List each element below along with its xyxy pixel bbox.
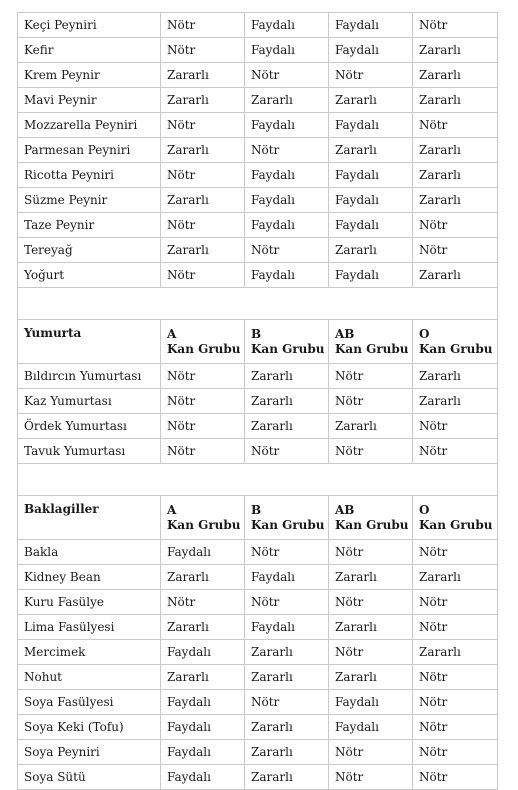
blood-group-label: Kan Grubu [335, 517, 409, 532]
blood-group-letter: A [167, 502, 177, 517]
compatibility-cell: Zararlı [161, 565, 245, 590]
table-row [18, 690, 498, 715]
compatibility-cell: Faydalı [245, 38, 329, 63]
compatibility-cell: Faydalı [161, 690, 245, 715]
compatibility-cell: Zararlı [413, 389, 498, 414]
blood-type-food-table-page [17, 12, 494, 790]
compatibility-cell: Zararlı [329, 138, 413, 163]
blood-group-header [245, 496, 329, 540]
table-row [18, 213, 498, 238]
compatibility-cell: Zararlı [245, 740, 329, 765]
food-name-cell: Soya Peyniri [18, 740, 161, 765]
compatibility-cell: Zararlı [413, 565, 498, 590]
compatibility-cell: Nötr [413, 213, 498, 238]
blood-group-letter: AB [335, 326, 355, 341]
section-header-row [18, 320, 498, 364]
compatibility-cell: Zararlı [245, 765, 329, 790]
table-row [18, 765, 498, 790]
food-name-cell: Lima Fasülyesi [18, 615, 161, 640]
blood-group-header [329, 496, 413, 540]
compatibility-cell: Nötr [161, 163, 245, 188]
section-title: Yumurta [18, 320, 161, 364]
blood-group-header [413, 496, 498, 540]
table-row [18, 13, 498, 38]
food-name-cell: Ricotta Peyniri [18, 163, 161, 188]
compatibility-cell: Faydalı [329, 113, 413, 138]
compatibility-cell: Nötr [329, 590, 413, 615]
food-name-cell: Kidney Bean [18, 565, 161, 590]
table-row [18, 163, 498, 188]
compatibility-cell: Faydalı [245, 565, 329, 590]
compatibility-cell: Faydalı [329, 690, 413, 715]
food-name-cell: Tereyağ [18, 238, 161, 263]
food-name-cell: Ördek Yumurtası [18, 414, 161, 439]
compatibility-cell: Faydalı [161, 540, 245, 565]
compatibility-cell: Zararlı [161, 615, 245, 640]
blood-group-letter: A [167, 326, 177, 341]
compatibility-cell: Nötr [161, 439, 245, 464]
compatibility-cell: Faydalı [329, 188, 413, 213]
compatibility-cell: Nötr [329, 439, 413, 464]
table-row [18, 263, 498, 288]
compatibility-cell: Zararlı [161, 238, 245, 263]
table-row [18, 138, 498, 163]
compatibility-cell: Nötr [245, 439, 329, 464]
table-row [18, 590, 498, 615]
compatibility-cell: Zararlı [329, 88, 413, 113]
section-header-row [18, 496, 498, 540]
blood-group-label: Kan Grubu [419, 517, 493, 532]
food-name-cell: Süzme Peynir [18, 188, 161, 213]
food-name-cell: Parmesan Peyniri [18, 138, 161, 163]
compatibility-cell: Zararlı [329, 565, 413, 590]
blood-group-letter: B [251, 326, 262, 341]
compatibility-cell: Zararlı [245, 389, 329, 414]
table-row [18, 88, 498, 113]
blood-group-letter: O [419, 326, 430, 341]
food-name-cell: Mozzarella Peyniri [18, 113, 161, 138]
blood-group-header [161, 496, 245, 540]
compatibility-cell: Nötr [413, 439, 498, 464]
compatibility-cell: Zararlı [413, 138, 498, 163]
table-row [18, 640, 498, 665]
compatibility-cell: Faydalı [329, 263, 413, 288]
food-name-cell: Keçi Peyniri [18, 13, 161, 38]
food-name-cell: Kefir [18, 38, 161, 63]
compatibility-cell: Faydalı [245, 13, 329, 38]
compatibility-cell: Nötr [245, 540, 329, 565]
compatibility-cell: Zararlı [245, 364, 329, 389]
compatibility-cell: Faydalı [245, 163, 329, 188]
compatibility-cell: Nötr [245, 238, 329, 263]
compatibility-cell: Zararlı [413, 38, 498, 63]
blood-group-label: Kan Grubu [251, 517, 325, 532]
compatibility-cell: Faydalı [245, 615, 329, 640]
compatibility-cell: Nötr [161, 13, 245, 38]
table-row [18, 439, 498, 464]
compatibility-cell: Zararlı [329, 665, 413, 690]
food-name-cell: Taze Peynir [18, 213, 161, 238]
table-row [18, 63, 498, 88]
table-row [18, 389, 498, 414]
compatibility-cell: Nötr [413, 540, 498, 565]
blood-group-letter: O [419, 502, 430, 517]
table-row [18, 113, 498, 138]
compatibility-cell: Zararlı [161, 88, 245, 113]
compatibility-cell: Nötr [161, 263, 245, 288]
compatibility-cell: Zararlı [329, 414, 413, 439]
compatibility-cell: Zararlı [245, 640, 329, 665]
compatibility-cell: Nötr [413, 615, 498, 640]
food-name-cell: Kuru Fasülye [18, 590, 161, 615]
table-row [18, 38, 498, 63]
food-name-cell: Bakla [18, 540, 161, 565]
compatibility-cell: Zararlı [245, 665, 329, 690]
compatibility-cell: Faydalı [161, 640, 245, 665]
blood-group-label: Kan Grubu [419, 341, 493, 356]
compatibility-cell: Zararlı [329, 615, 413, 640]
compatibility-cell: Faydalı [329, 38, 413, 63]
compatibility-cell: Nötr [413, 590, 498, 615]
food-name-cell: Tavuk Yumurtası [18, 439, 161, 464]
compatibility-cell: Zararlı [413, 640, 498, 665]
compatibility-cell: Nötr [329, 364, 413, 389]
food-compatibility-table [17, 12, 498, 790]
compatibility-cell: Faydalı [161, 715, 245, 740]
compatibility-cell: Nötr [413, 765, 498, 790]
table-row [18, 740, 498, 765]
compatibility-cell: Faydalı [329, 163, 413, 188]
table-row [18, 238, 498, 263]
blood-group-header [413, 320, 498, 364]
blood-group-label: Kan Grubu [167, 517, 241, 532]
food-name-cell: Soya Fasülyesi [18, 690, 161, 715]
compatibility-cell: Faydalı [161, 740, 245, 765]
compatibility-cell: Zararlı [329, 238, 413, 263]
compatibility-cell: Zararlı [245, 88, 329, 113]
section-title: Baklagiller [18, 496, 161, 540]
compatibility-cell: Nötr [329, 63, 413, 88]
blood-group-label: Kan Grubu [167, 341, 241, 356]
compatibility-cell: Nötr [161, 113, 245, 138]
compatibility-cell: Nötr [245, 590, 329, 615]
compatibility-cell: Nötr [329, 640, 413, 665]
compatibility-cell: Faydalı [245, 263, 329, 288]
food-name-cell: Mavi Peynir [18, 88, 161, 113]
compatibility-cell: Nötr [413, 740, 498, 765]
blood-group-letter: AB [335, 502, 355, 517]
compatibility-cell: Zararlı [413, 88, 498, 113]
compatibility-cell: Nötr [329, 540, 413, 565]
compatibility-cell: Zararlı [413, 188, 498, 213]
food-name-cell: Krem Peynir [18, 63, 161, 88]
compatibility-cell: Faydalı [245, 188, 329, 213]
section-spacer-row [18, 288, 498, 320]
compatibility-cell: Nötr [329, 389, 413, 414]
compatibility-cell: Nötr [413, 238, 498, 263]
compatibility-cell: Zararlı [245, 715, 329, 740]
food-name-cell: Bıldırcın Yumurtası [18, 364, 161, 389]
blood-group-header [329, 320, 413, 364]
compatibility-cell: Nötr [413, 665, 498, 690]
table-row [18, 565, 498, 590]
blood-group-label: Kan Grubu [335, 341, 409, 356]
compatibility-cell: Nötr [245, 63, 329, 88]
table-row [18, 715, 498, 740]
blood-group-header [245, 320, 329, 364]
compatibility-cell: Nötr [245, 138, 329, 163]
compatibility-cell: Nötr [161, 364, 245, 389]
compatibility-cell: Zararlı [161, 138, 245, 163]
compatibility-cell: Zararlı [413, 364, 498, 389]
food-name-cell: Soya Keki (Tofu) [18, 715, 161, 740]
compatibility-cell: Faydalı [329, 715, 413, 740]
blood-group-label: Kan Grubu [251, 341, 325, 356]
food-name-cell: Nohut [18, 665, 161, 690]
compatibility-cell: Nötr [329, 740, 413, 765]
compatibility-cell: Nötr [413, 414, 498, 439]
compatibility-cell: Nötr [413, 715, 498, 740]
table-row [18, 414, 498, 439]
compatibility-cell: Nötr [329, 765, 413, 790]
compatibility-cell: Nötr [161, 213, 245, 238]
compatibility-cell: Zararlı [413, 63, 498, 88]
food-name-cell: Soya Sütü [18, 765, 161, 790]
food-name-cell: Kaz Yumurtası [18, 389, 161, 414]
blood-group-header [161, 320, 245, 364]
compatibility-cell: Zararlı [245, 414, 329, 439]
table-row [18, 615, 498, 640]
compatibility-cell: Zararlı [413, 163, 498, 188]
compatibility-cell: Zararlı [161, 665, 245, 690]
compatibility-cell: Zararlı [161, 188, 245, 213]
spacer-cell [18, 288, 498, 320]
table-row [18, 665, 498, 690]
compatibility-cell: Nötr [161, 38, 245, 63]
compatibility-cell: Nötr [413, 690, 498, 715]
spacer-cell [18, 464, 498, 496]
compatibility-cell: Nötr [161, 590, 245, 615]
compatibility-cell: Nötr [413, 13, 498, 38]
compatibility-cell: Nötr [161, 389, 245, 414]
food-name-cell: Yoğurt [18, 263, 161, 288]
compatibility-cell: Faydalı [245, 213, 329, 238]
compatibility-cell: Zararlı [161, 63, 245, 88]
section-spacer-row [18, 464, 498, 496]
compatibility-cell: Nötr [413, 113, 498, 138]
compatibility-cell: Faydalı [161, 765, 245, 790]
blood-group-letter: B [251, 502, 262, 517]
compatibility-cell: Nötr [161, 414, 245, 439]
food-name-cell: Mercimek [18, 640, 161, 665]
compatibility-cell: Faydalı [245, 113, 329, 138]
table-row [18, 540, 498, 565]
table-row [18, 364, 498, 389]
compatibility-cell: Nötr [245, 690, 329, 715]
compatibility-cell: Zararlı [413, 263, 498, 288]
compatibility-cell: Faydalı [329, 13, 413, 38]
table-row [18, 188, 498, 213]
compatibility-cell: Faydalı [329, 213, 413, 238]
